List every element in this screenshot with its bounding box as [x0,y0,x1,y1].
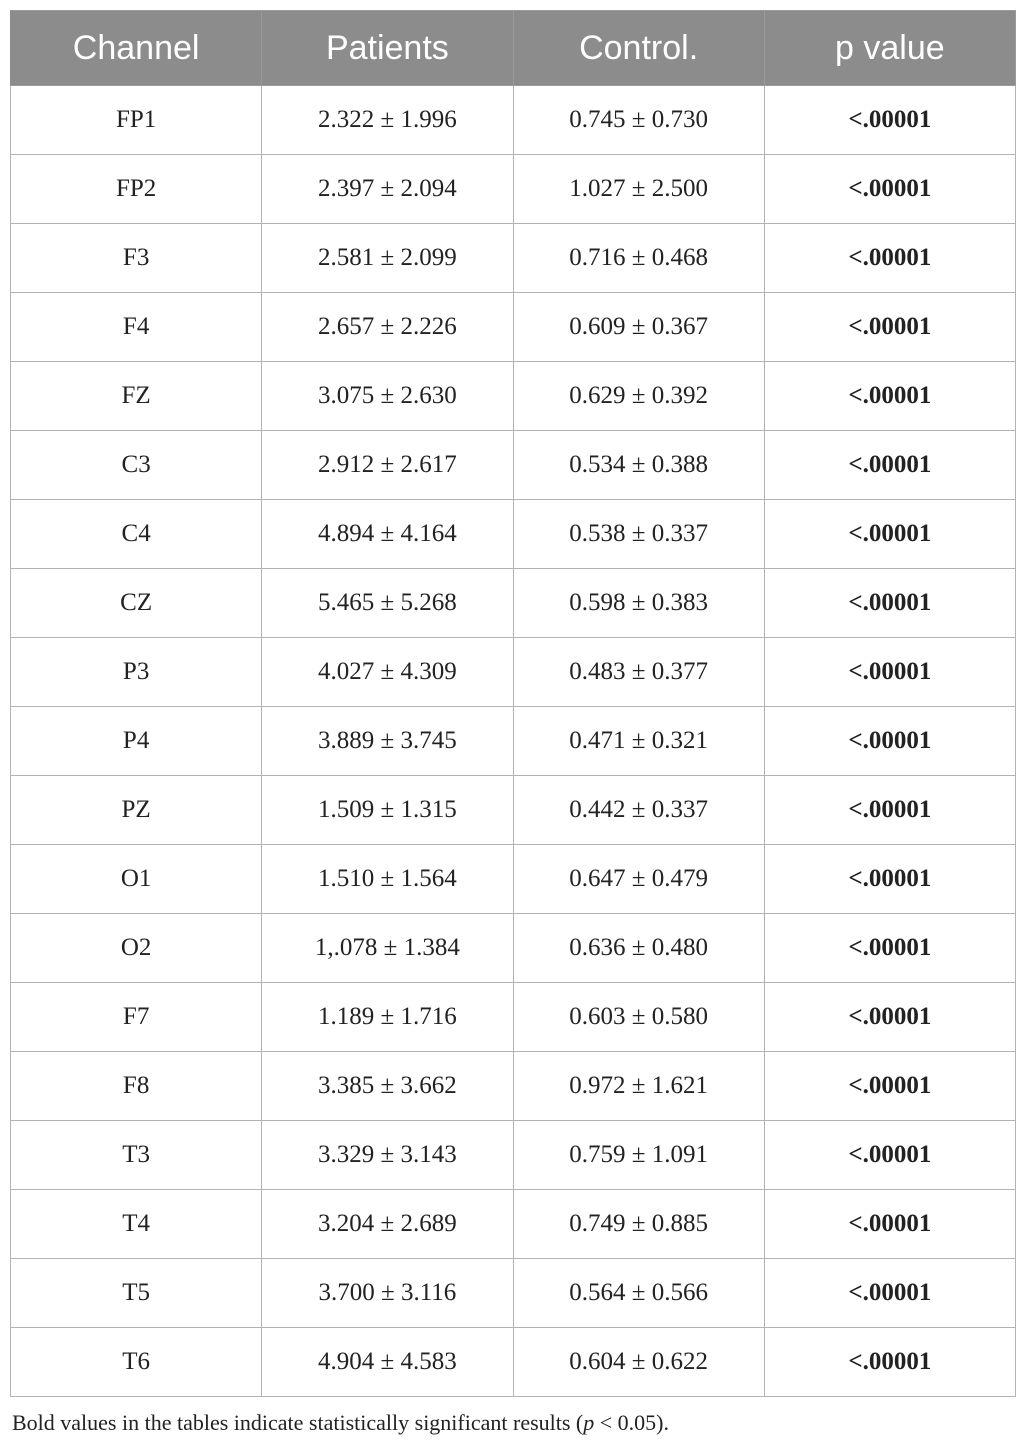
cell-control: 1.027 ± 2.500 [513,155,764,224]
cell-control: 0.598 ± 0.383 [513,569,764,638]
cell-control: 0.629 ± 0.392 [513,362,764,431]
table-footnote [12,1410,669,1436]
cell-control: 0.471 ± 0.321 [513,707,764,776]
cell-p-value: <.00001 [764,707,1015,776]
cell-control: 0.604 ± 0.622 [513,1328,764,1397]
cell-control: 0.483 ± 0.377 [513,638,764,707]
cell-patients: 3.204 ± 2.689 [262,1190,513,1259]
cell-control: 0.538 ± 0.337 [513,500,764,569]
cell-control: 0.636 ± 0.480 [513,914,764,983]
cell-patients: 4.027 ± 4.309 [262,638,513,707]
cell-control: 0.442 ± 0.337 [513,776,764,845]
cell-p-value: <.00001 [764,362,1015,431]
header-channel: Channel [11,11,262,86]
cell-patients: 4.904 ± 4.583 [262,1328,513,1397]
table-body [11,86,1016,1397]
cell-channel: P4 [11,707,262,776]
cell-p-value: <.00001 [764,1190,1015,1259]
cell-patients: 3.329 ± 3.143 [262,1121,513,1190]
header-patients: Patients [262,11,513,86]
cell-channel: C3 [11,431,262,500]
cell-patients: 2.657 ± 2.226 [262,293,513,362]
cell-control: 0.603 ± 0.580 [513,983,764,1052]
table-row [11,224,1016,293]
cell-p-value: <.00001 [764,1328,1015,1397]
cell-channel: FP1 [11,86,262,155]
cell-control: 0.972 ± 1.621 [513,1052,764,1121]
table-row [11,638,1016,707]
cell-p-value: <.00001 [764,1259,1015,1328]
cell-p-value: <.00001 [764,776,1015,845]
cell-patients: 3.075 ± 2.630 [262,362,513,431]
cell-patients: 4.894 ± 4.164 [262,500,513,569]
table-row [11,707,1016,776]
footnote-p-symbol: p [583,1410,595,1435]
cell-channel: F7 [11,983,262,1052]
cell-p-value: <.00001 [764,983,1015,1052]
header-p-value: p value [764,11,1015,86]
cell-channel: T5 [11,1259,262,1328]
footnote-text-before: Bold values in the tables indicate statistically significant results ( [12,1410,584,1435]
table-row [11,1190,1016,1259]
cell-channel: F3 [11,224,262,293]
cell-channel: PZ [11,776,262,845]
cell-channel: T3 [11,1121,262,1190]
cell-channel: CZ [11,569,262,638]
table-row [11,431,1016,500]
cell-channel: T4 [11,1190,262,1259]
cell-patients: 5.465 ± 5.268 [262,569,513,638]
cell-p-value: <.00001 [764,431,1015,500]
cell-patients: 1.509 ± 1.315 [262,776,513,845]
table-row [11,362,1016,431]
cell-p-value: <.00001 [764,1121,1015,1190]
cell-channel: F4 [11,293,262,362]
footnote-text-after: < 0.05). [594,1410,669,1435]
cell-p-value: <.00001 [764,86,1015,155]
cell-patients: 2.581 ± 2.099 [262,224,513,293]
table-row [11,1052,1016,1121]
header-row [11,11,1016,86]
cell-p-value: <.00001 [764,569,1015,638]
cell-control: 0.647 ± 0.479 [513,845,764,914]
table-row [11,86,1016,155]
cell-patients: 1.189 ± 1.716 [262,983,513,1052]
cell-control: 0.745 ± 0.730 [513,86,764,155]
table-row [11,1259,1016,1328]
results-table-container [10,10,1016,1397]
table-row [11,983,1016,1052]
table-row [11,569,1016,638]
table-row [11,500,1016,569]
table-row [11,1328,1016,1397]
cell-channel: FZ [11,362,262,431]
table-row [11,155,1016,224]
cell-p-value: <.00001 [764,293,1015,362]
cell-control: 0.759 ± 1.091 [513,1121,764,1190]
cell-patients: 1,.078 ± 1.384 [262,914,513,983]
cell-patients: 1.510 ± 1.564 [262,845,513,914]
cell-channel: C4 [11,500,262,569]
cell-patients: 2.397 ± 2.094 [262,155,513,224]
cell-p-value: <.00001 [764,845,1015,914]
cell-channel: P3 [11,638,262,707]
cell-channel: FP2 [11,155,262,224]
table-row [11,845,1016,914]
cell-control: 0.749 ± 0.885 [513,1190,764,1259]
cell-control: 0.716 ± 0.468 [513,224,764,293]
table-row [11,914,1016,983]
cell-patients: 2.912 ± 2.617 [262,431,513,500]
cell-channel: F8 [11,1052,262,1121]
cell-p-value: <.00001 [764,638,1015,707]
cell-p-value: <.00001 [764,155,1015,224]
table-row [11,776,1016,845]
results-table [10,10,1016,1397]
cell-control: 0.534 ± 0.388 [513,431,764,500]
table-row [11,1121,1016,1190]
cell-p-value: <.00001 [764,914,1015,983]
cell-patients: 3.700 ± 3.116 [262,1259,513,1328]
cell-control: 0.564 ± 0.566 [513,1259,764,1328]
cell-patients: 3.385 ± 3.662 [262,1052,513,1121]
cell-control: 0.609 ± 0.367 [513,293,764,362]
cell-channel: O1 [11,845,262,914]
cell-patients: 2.322 ± 1.996 [262,86,513,155]
table-row [11,293,1016,362]
cell-patients: 3.889 ± 3.745 [262,707,513,776]
table-header [11,11,1016,86]
cell-channel: T6 [11,1328,262,1397]
cell-p-value: <.00001 [764,500,1015,569]
cell-p-value: <.00001 [764,224,1015,293]
header-control: Control. [513,11,764,86]
cell-channel: O2 [11,914,262,983]
cell-p-value: <.00001 [764,1052,1015,1121]
